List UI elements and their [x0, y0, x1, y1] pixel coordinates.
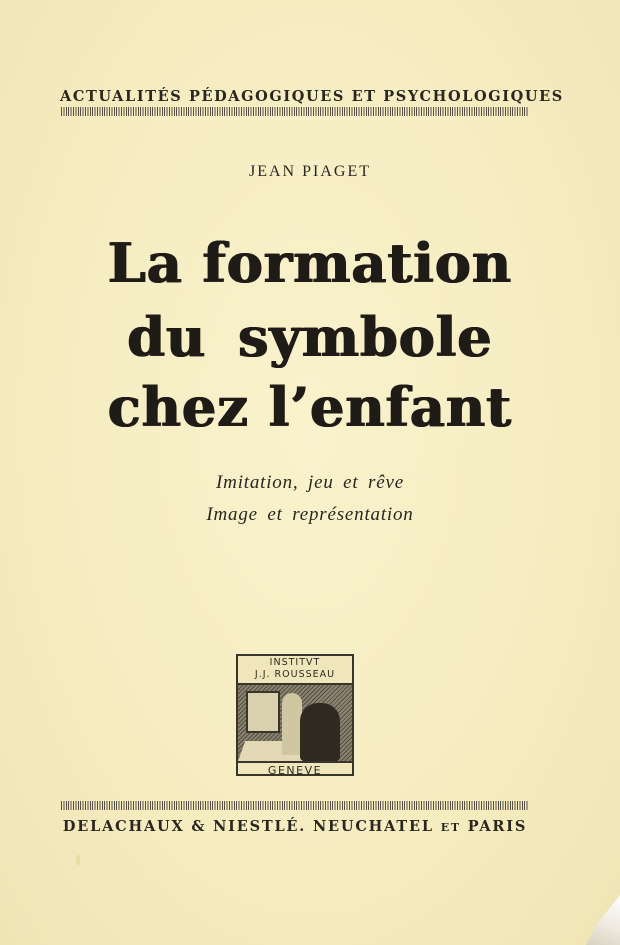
decorative-rule-bottom	[61, 801, 528, 810]
publisher-line	[60, 818, 530, 835]
publisher-city: PARIS	[460, 818, 528, 835]
publisher-name: DELACHAUX & NIESTLÉ. NEUCHATEL	[62, 818, 441, 835]
institute-emblem	[236, 654, 354, 776]
window-illustration	[246, 691, 280, 733]
emblem-line-2: J.J. ROUSSEAU	[254, 669, 336, 680]
subtitle-line-1: Imitation, jeu et rêve	[216, 472, 404, 493]
title-line-2: du symbole	[127, 305, 493, 369]
subtitle-line-2: Image et représentation	[206, 504, 414, 525]
publisher-et: ET	[440, 821, 461, 834]
emblem-line-1: INSTITVT	[269, 657, 321, 668]
decorative-rule-top	[61, 107, 528, 116]
child-figure-illustration	[282, 693, 302, 755]
series-title: ACTUALITÉS PÉDAGOGIQUES ET PSYCHOLOGIQUES	[60, 88, 564, 105]
author-name: JEAN PIAGET	[249, 163, 371, 180]
emblem-header	[238, 656, 352, 685]
emblem-footer: GENEVE	[238, 761, 352, 779]
title-line-1: La formation	[107, 231, 513, 295]
paper-stain	[76, 855, 80, 865]
emblem-illustration	[238, 685, 352, 761]
teacher-figure-illustration	[300, 703, 340, 761]
title-line-3: chez l’enfant	[107, 375, 513, 439]
